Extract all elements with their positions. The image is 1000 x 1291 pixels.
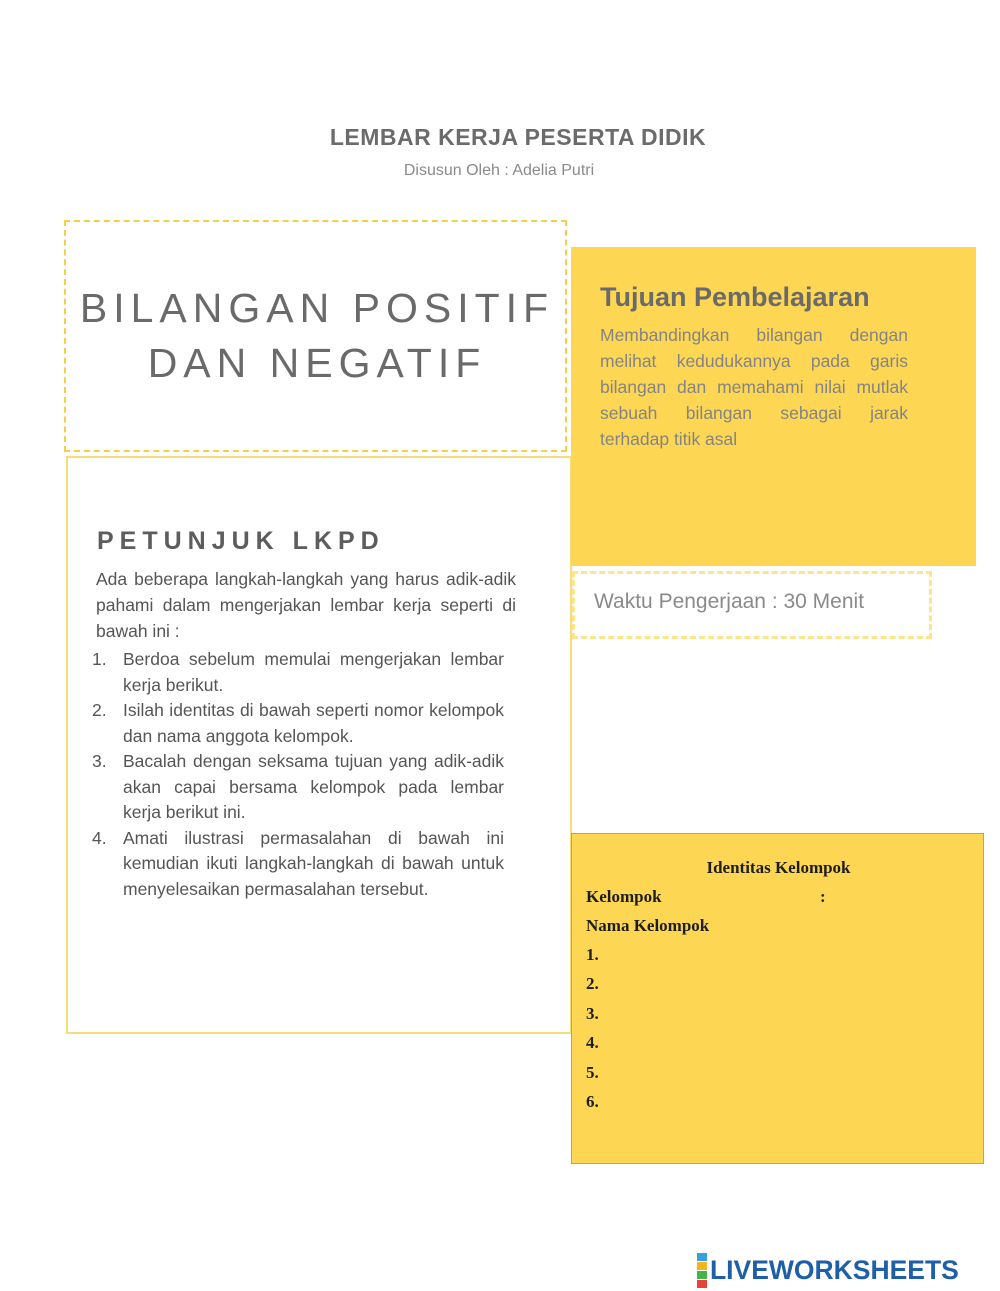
member-number: 5. (586, 1063, 599, 1082)
learning-goal-heading: Tujuan Pembelajaran (600, 282, 870, 312)
group-colon: : (820, 887, 826, 906)
list-item-text: Berdoa sebelum memulai mengerjakan lembar kerja berikut. (123, 649, 504, 695)
member-number: 2. (586, 974, 599, 993)
list-item-number: 3. (92, 751, 107, 771)
main-title-line-2: DAN NEGATIF (147, 340, 487, 386)
member-number: 1. (586, 945, 599, 964)
liveworksheets-logo[interactable] (697, 1253, 959, 1287)
list-item-number: 4. (92, 827, 107, 848)
group-identity-panel (571, 833, 984, 1164)
list-item-text: Amati ilustrasi permasalahan di bawah ini kemudian ikuti langkah-langkah di bawah untuk menyelesaikan permasalahan tersebut. (123, 827, 504, 899)
author-line: Disusun Oleh : Adelia Putri (403, 162, 595, 179)
group-names-label: Nama Kelompok (586, 916, 710, 935)
list-item-number: 2. (92, 700, 107, 720)
logo-mark-icon (697, 1253, 707, 1288)
instructions-list (92, 647, 504, 902)
member-number: 4. (586, 1033, 599, 1052)
worksheet-header-title: LEMBAR KERJA PESERTA DIDIK (329, 124, 707, 150)
group-label: Kelompok (586, 887, 662, 906)
list-item (92, 647, 504, 698)
learning-goal-text: Membandingkan bilangan dengan melihat kedudukannya pada garis bilangan dan memahami nilai mutlak sebuah bilangan sebagai jarak terhadap titik asal (600, 325, 908, 449)
logo-text: LIVEWORKSHEETS (710, 1254, 959, 1285)
list-item (92, 826, 504, 903)
list-item (92, 749, 504, 826)
main-title-line-1: BILANGAN POSITIF (79, 285, 555, 331)
group-identity-title: Identitas Kelompok (706, 858, 851, 877)
instructions-intro: Ada beberapa langkah-langkah yang harus adik-adik pahami dalam mengerjakan lembar kerja seperti di bawah ini : (96, 569, 516, 641)
main-title (70, 281, 564, 391)
list-item-text: Bacalah dengan seksama tujuan yang adik-adik akan capai bersama kelompok pada lembar kerja berikut ini. (123, 751, 504, 822)
instructions-heading: PETUNJUK LKPD (97, 527, 385, 555)
list-item-text: Isilah identitas di bawah seperti nomor kelompok dan nama anggota kelompok. (123, 700, 504, 746)
time-label: Waktu Pengerjaan : 30 Menit (594, 590, 865, 613)
member-number: 3. (586, 1004, 599, 1023)
list-item-number: 1. (92, 649, 107, 669)
list-item (92, 698, 504, 749)
member-number: 6. (586, 1092, 599, 1111)
